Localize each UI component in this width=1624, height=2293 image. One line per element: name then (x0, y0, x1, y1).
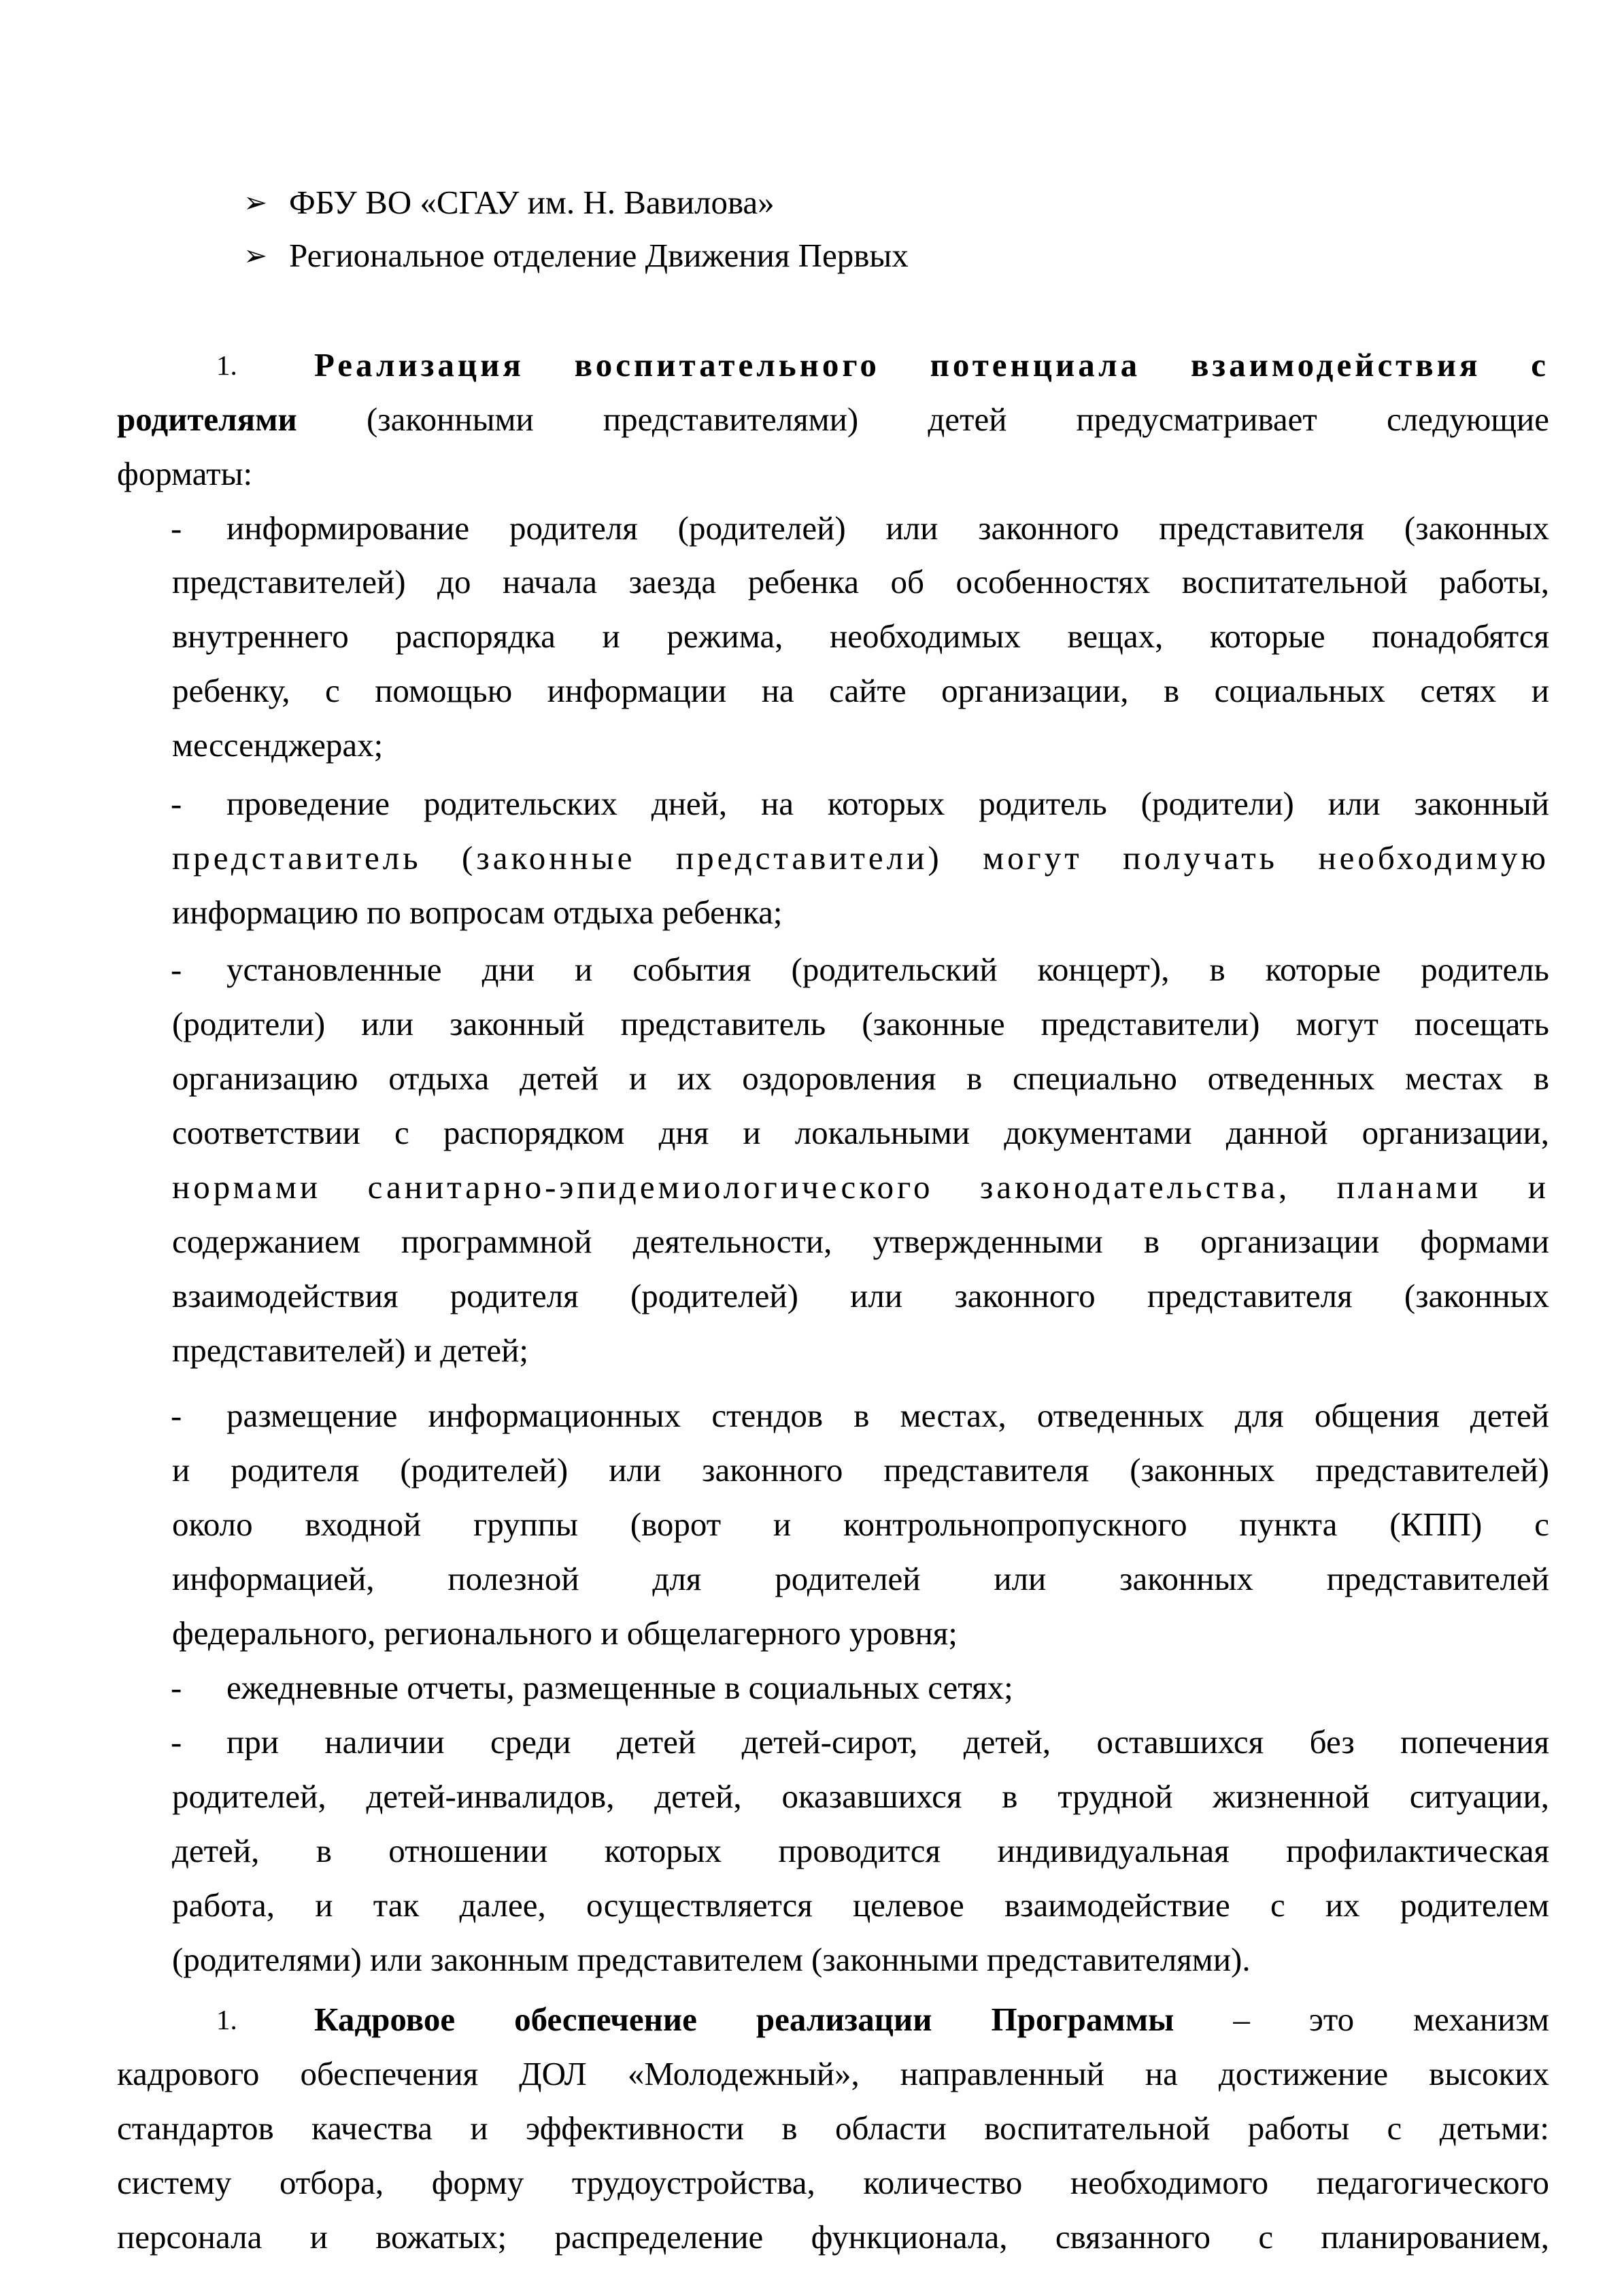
bullet-item: ФБУ ВО «СГАУ им. Н. Вавилова» (289, 184, 775, 221)
list-item-line: представитель (законные представители) могут получать необходимую (172, 839, 1549, 877)
list-item-line: работа, и так далее, осуществляется целевое взаимодействие с их родителем (172, 1886, 1549, 1924)
list-dash: - (171, 509, 182, 547)
list-item-line: установленные дни и события (родительский концерт), в которые родитель (226, 951, 1549, 988)
list-item-line: организацию отдыха детей и их оздоровления в специально отведенных местах в (172, 1059, 1549, 1097)
list-item-line: проведение родительских дней, на которых родитель (родители) или законный (226, 785, 1549, 822)
list-item-line: взаимодействия родителя (родителей) или законного представителя (законных (172, 1277, 1549, 1314)
paragraph-line: персонала и вожатых; распределение функционала, связанного с планированием, (117, 2218, 1549, 2256)
list-item-line: внутреннего распорядка и режима, необходимых вещах, которые понадобятся (172, 617, 1549, 655)
list-item-line: размещение информационных стендов в местах, отведенных для общения детей (226, 1397, 1549, 1434)
list-item-line: (родители) или законный представитель (законные представители) могут посещать (172, 1005, 1549, 1042)
list-item-line: родителей, детей-инвалидов, детей, оказавшихся в трудной жизненной ситуации, (172, 1778, 1549, 1815)
paragraph-line: форматы: (117, 455, 253, 492)
list-item-line: нормами санитарно-эпидемиологического законодательства, планами и (172, 1168, 1549, 1206)
list-item-line: соответствии с распорядком дня и локальными документами данной организации, (172, 1114, 1549, 1151)
list-dash: - (171, 1397, 182, 1434)
list-dash: - (171, 951, 182, 988)
list-item-line: ежедневные отчеты, размещенные в социальных сетях; (226, 1669, 1013, 1706)
list-item-line: представителей) и детей; (172, 1331, 528, 1369)
list-dash: - (171, 785, 182, 822)
paragraph-line: систему отбора, форму трудоустройства, количество необходимого педагогического (117, 2164, 1549, 2201)
list-item-line: детей, в отношении которых проводится индивидуальная профилактическая (172, 1832, 1549, 1869)
paragraph-line: кадрового обеспечения ДОЛ «Молодежный», направленный на достижение высоких (117, 2055, 1549, 2092)
bullet-item: Региональное отделение Движения Первых (289, 237, 909, 274)
section2-heading: Кадровое обеспечение реализации Программы (314, 2001, 1174, 2038)
list-item-line: информацией, полезной для родителей или законных представителей (172, 1560, 1549, 1597)
section2-heading-rest: – это механизм (1233, 2001, 1549, 2038)
list-item-line: информацию по вопросам отдыха ребенка; (172, 894, 783, 931)
list-item-line: (родителями) или законным представителем (законными представителями). (172, 1941, 1251, 1978)
section-heading-rest: (законными представителями) детей предусматривает следующие (366, 401, 1550, 438)
list-item-line: около входной группы (ворот и контрольнопропускного пункта (КПП) с (172, 1506, 1549, 1543)
section-heading-bold: родителями (117, 401, 297, 438)
paragraph-line: стандартов качества и эффективности в области воспитательной работы с детьми: (117, 2109, 1549, 2147)
list-item-line: при наличии среди детей детей-сирот, детей, оставшихся без попечения (226, 1723, 1549, 1761)
list-dash: - (171, 1669, 182, 1706)
list-item-line: ребенку, с помощью информации на сайте организации, в социальных сетях и (172, 672, 1549, 709)
list-item-line: и родителя (родителей) или законного представителя (законных представителей) (172, 1451, 1549, 1489)
section-number: 1. (216, 2004, 237, 2035)
list-item-line: представителей) до начала заезда ребенка об особенностях воспитательной работы, (172, 563, 1549, 600)
arrow-bullet-icon: ➢ (243, 186, 268, 219)
list-item-line: федерального, регионального и общелагерного уровня; (172, 1614, 958, 1652)
arrow-bullet-icon: ➢ (243, 239, 268, 272)
list-item-line: мессенджерах; (172, 726, 384, 764)
list-item-line: информирование родителя (родителей) или законного представителя (законных (226, 509, 1549, 547)
section2-first-line (314, 1999, 1549, 2040)
section-number: 1. (216, 350, 237, 381)
list-item-line: содержанием программной деятельности, утвержденными в организации формами (172, 1223, 1549, 1260)
list-dash: - (171, 1723, 182, 1761)
section-heading-line2 (117, 399, 1549, 440)
section-heading: Реализация воспитательного потенциала взаимодействия с (314, 346, 1549, 384)
